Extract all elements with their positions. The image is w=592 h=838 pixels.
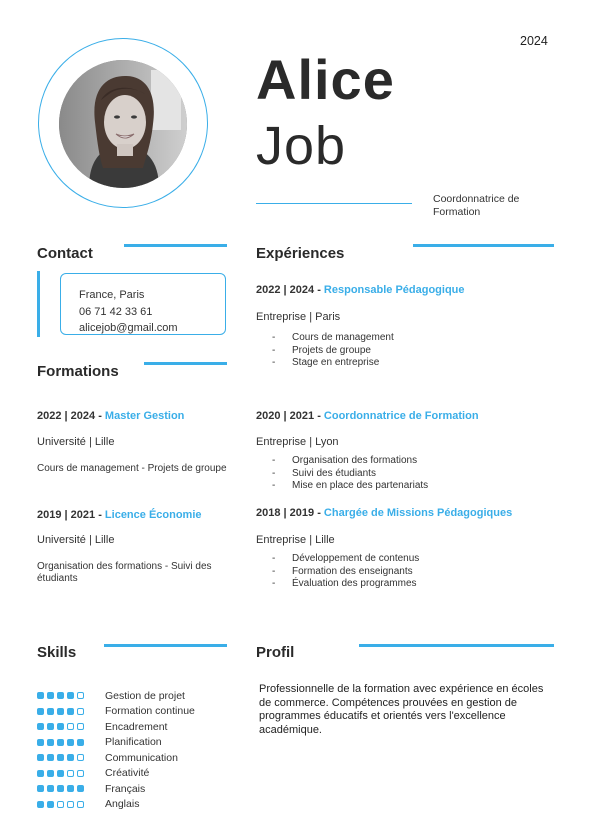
bullet-item: - Formation des enseignants [272, 566, 419, 579]
skill-dot [67, 708, 74, 715]
bullet-item: - Cours de management [272, 332, 394, 345]
skill-level-dots [37, 739, 105, 746]
skill-dot [47, 754, 54, 761]
first-name: Alice [256, 48, 395, 111]
skill-dot [47, 723, 54, 730]
formation-1-desc: Cours de management - Projets de groupe [37, 463, 227, 474]
year: 2024 [520, 34, 548, 48]
skill-level-dots [37, 692, 105, 699]
bullet-item: - Stage en entreprise [272, 357, 394, 370]
formation-1-years: 2022 | 2024 - [37, 410, 105, 422]
skill-dot [57, 739, 64, 746]
skill-row [37, 735, 162, 751]
skill-label: Français [105, 782, 146, 795]
formation-2-head [37, 509, 202, 521]
formation-2-years: 2019 | 2021 - [37, 509, 105, 521]
experiences-heading-bar [413, 244, 554, 247]
skill-dot [47, 708, 54, 715]
skill-label: Créativité [105, 767, 150, 780]
experience-3-bullets [272, 553, 419, 591]
skill-dot [57, 801, 64, 808]
skill-label: Anglais [105, 798, 140, 811]
experience-1-bullets [272, 332, 394, 370]
skill-label: Communication [105, 751, 178, 764]
contact-email[interactable]: alicejob@gmail.com [79, 322, 178, 334]
contact-heading: Contact [37, 245, 93, 262]
bullet-item: - Suivi des étudiants [272, 468, 428, 481]
skill-level-dots [37, 801, 105, 808]
formation-1-org: Université | Lille [37, 436, 115, 448]
job-title: Coordonnatrice de Formation [433, 193, 520, 218]
skill-dot [67, 770, 74, 777]
formation-1-head [37, 410, 184, 422]
experiences-heading: Expériences [256, 245, 345, 262]
formation-2-desc: Organisation des formations - Suivi des étudiants [37, 561, 212, 584]
skill-dot [67, 739, 74, 746]
skill-dot [47, 692, 54, 699]
experience-1-title: Responsable Pédagogique [323, 284, 465, 296]
skill-dot [67, 785, 74, 792]
skill-label: Encadrement [105, 720, 168, 733]
skill-dot [47, 739, 54, 746]
title-divider [256, 203, 412, 204]
formations-heading-bar [144, 362, 227, 365]
experience-2-years: 2020 | 2021 - [256, 410, 324, 422]
skill-row [37, 704, 195, 720]
skill-dot [37, 785, 44, 792]
skill-dot [77, 692, 84, 699]
skill-row [37, 797, 139, 813]
skill-dot [47, 770, 54, 777]
skill-level-dots [37, 770, 105, 777]
skill-dot [57, 692, 64, 699]
profile-photo [59, 60, 187, 188]
experience-3-head [256, 507, 512, 519]
skill-dot [67, 754, 74, 761]
experience-3-org: Entreprise | Lille [256, 534, 335, 546]
skill-level-dots [37, 708, 105, 715]
skill-label: Planification [105, 736, 162, 749]
skill-row [37, 750, 178, 766]
skill-dot [57, 754, 64, 761]
profil-heading: Profil [256, 644, 295, 661]
experience-2-bullets [272, 455, 428, 493]
bullet-item: - Projets de groupe [272, 345, 394, 358]
skill-dot [37, 723, 44, 730]
formation-2-org: Université | Lille [37, 534, 115, 546]
skill-dot [57, 770, 64, 777]
contact-phone[interactable]: 06 71 42 33 61 [79, 306, 153, 318]
bullet-item: - Organisation des formations [272, 455, 428, 468]
skill-dot [77, 785, 84, 792]
skill-dot [77, 739, 84, 746]
skill-dot [57, 708, 64, 715]
contact-heading-bar [124, 244, 227, 247]
experience-1-org: Entreprise | Paris [256, 311, 341, 323]
skills-heading: Skills [37, 644, 77, 661]
experience-3-years: 2018 | 2019 - [256, 507, 324, 519]
skill-row [37, 688, 185, 704]
skill-dot [67, 723, 74, 730]
experience-2-title: Coordonnatrice de Formation [323, 410, 479, 422]
portrait-image [59, 60, 187, 188]
skill-dot [77, 723, 84, 730]
skill-dot [77, 770, 84, 777]
skill-dot [77, 708, 84, 715]
bullet-item: - Développement de contenus [272, 553, 419, 566]
skill-row [37, 719, 167, 735]
skill-dot [37, 754, 44, 761]
experience-2-org: Entreprise | Lyon [256, 436, 339, 448]
experience-2-head [256, 410, 479, 422]
skill-row [37, 781, 145, 797]
skill-dot [67, 692, 74, 699]
bullet-item: - Mise en place des partenariats [272, 480, 428, 493]
skill-dot [37, 770, 44, 777]
experience-1-head [256, 284, 465, 296]
skill-dot [37, 801, 44, 808]
experience-3-title: Chargée de Missions Pédagogiques [323, 507, 513, 519]
experience-1-years: 2022 | 2024 - [256, 284, 324, 296]
skill-level-dots [37, 723, 105, 730]
skill-row [37, 766, 149, 782]
profil-text: Professionnelle de la formation avec expérience en écoles de commerce. Compétences prouvées en gestion de programmes éducatifs et orientés vers l'excellence académique. [259, 683, 544, 736]
skill-level-dots [37, 754, 105, 761]
skill-dot [37, 692, 44, 699]
formation-2-title: Licence Économie [104, 509, 202, 521]
skill-dot [67, 801, 74, 808]
skill-dot [47, 801, 54, 808]
formations-heading: Formations [37, 363, 119, 380]
skill-dot [57, 723, 64, 730]
skills-heading-bar [104, 644, 227, 647]
skill-dot [47, 785, 54, 792]
skill-dot [57, 785, 64, 792]
last-name: Job [256, 116, 347, 176]
contact-location: France, Paris [79, 289, 145, 301]
skill-dot [77, 801, 84, 808]
skill-level-dots [37, 785, 105, 792]
skill-dot [37, 739, 44, 746]
skill-dot [77, 754, 84, 761]
skill-label: Gestion de projet [105, 689, 185, 702]
contact-side-bar [37, 271, 40, 337]
bullet-item: - Évaluation des programmes [272, 578, 419, 591]
formation-1-title: Master Gestion [104, 410, 185, 422]
skill-label: Formation continue [105, 705, 195, 718]
profil-heading-bar [359, 644, 554, 647]
skill-dot [37, 708, 44, 715]
